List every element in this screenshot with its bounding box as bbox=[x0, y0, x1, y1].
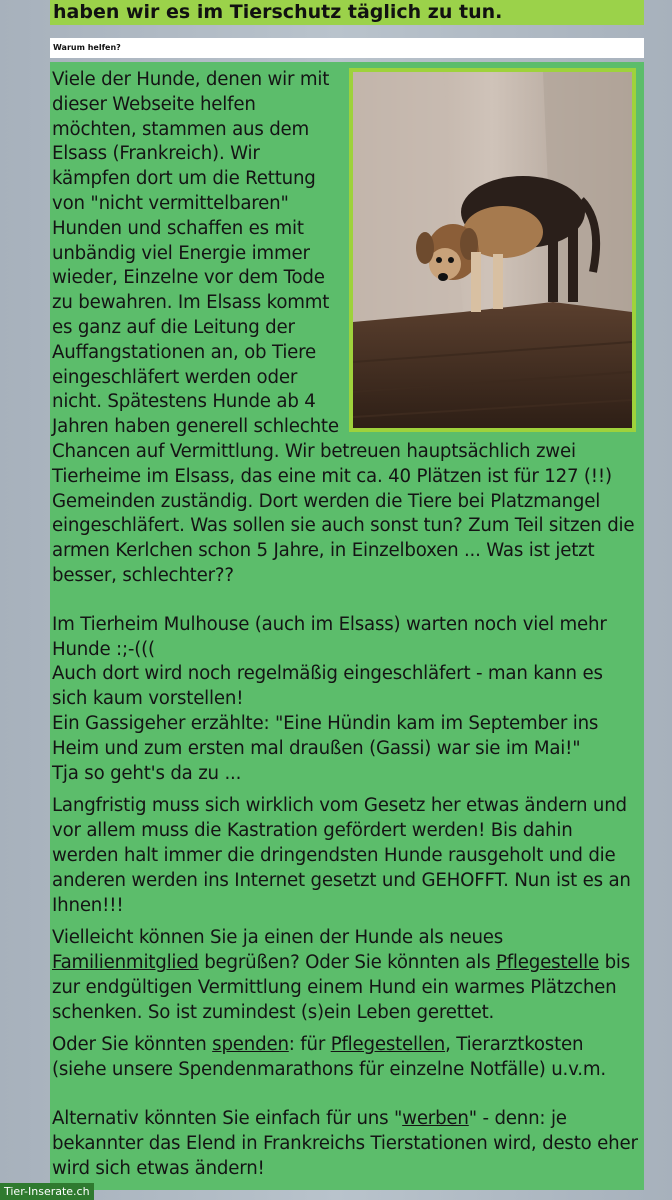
donate-text-b: : für bbox=[288, 1034, 331, 1056]
section-title: Warum helfen? bbox=[50, 38, 644, 58]
paragraph-intro: Viele der Hunde, denen wir mit dieser Webseite helfen möchten, stammen aus dem Elsass (Frankreich). Wir kämpfen dort um die Rettung von "nicht vermittelbaren" Hunden und schaffen es mit unbändig viel Energie immer wieder, Einzelne vor dem Tode zu bewahren. Im Elsass kommt es ganz auf die Leitung der Auffangstationen an, ob Tiere eingeschläfert werden oder nicht. Spätestens Hunde ab 4 Jahren haben generell schlechte Chancen auf Vermittlung. Wir betreuen hauptsächlich zwei Tierheime im Elsass, das eine mit ca. 40 Plätzen ist für 127 (!!) Gemeinden zuständig. Dort werden die Tiere bei Platzmangel eingeschläfert. Was sollen sie auch sonst tun? Zum Teil sitzen die armen Kerlchen schon 5 Jahre, in Einzelboxen ... Was ist jetzt besser, schlechter?? bbox=[52, 69, 635, 586]
spacer bbox=[52, 1025, 642, 1033]
article-content bbox=[50, 62, 644, 1190]
paragraph-longterm: Langfristig muss sich wirklich vom Gesetz her etwas ändern und vor allem muss die Kastration gefördert werden! Bis dahin werden halt immer die dringendsten Hunde rausgeholt und die anderen werden ins Internet gesetzt und GEHOFFT. Nun ist es an Ihnen!!! bbox=[52, 795, 631, 916]
spacer bbox=[52, 1083, 642, 1107]
spacer bbox=[52, 786, 642, 794]
donate-text-a: Oder Sie könnten bbox=[52, 1034, 213, 1056]
donate-text-c: , Tierarztkosten (siehe unsere Spendenmarathons für einzelne Notfälle) u.v.m. bbox=[52, 1034, 606, 1081]
advertise-text-b: " - denn: je bekannter das Elend in Frankreichs Tierstationen wird, desto eher wird sich etwas ändern! bbox=[52, 1108, 638, 1179]
spacer bbox=[52, 918, 642, 926]
mulhouse-line: Tja so geht's da zu ... bbox=[52, 762, 242, 784]
paragraph-advertise bbox=[52, 1107, 642, 1181]
spacer bbox=[52, 589, 642, 613]
mulhouse-line: Auch dort wird noch regelmäßig eingeschläfert - man kann es sich kaum vorstellen! bbox=[52, 663, 603, 710]
pflegestelle-link[interactable]: Pflegestelle bbox=[495, 952, 599, 974]
mulhouse-line: Ein Gassigeher erzählte: "Eine Hündin kam im September ins Heim und zum ersten mal draußen (Gassi) war sie im Mai!" bbox=[52, 712, 599, 759]
pflegestellen-link[interactable]: Pflegestellen bbox=[330, 1034, 446, 1056]
dog-photo-image bbox=[353, 72, 632, 428]
adopt-text-b: begrüßen? Oder Sie könnten als bbox=[198, 952, 496, 974]
paragraph-adopt bbox=[52, 926, 642, 1025]
spenden-link[interactable]: spenden bbox=[212, 1034, 289, 1056]
adopt-text-c: bis zur endgültigen Vermittlung einem Hund ein warmes Plätzchen schenken. So ist zumindest (s)ein Leben gerettet. bbox=[52, 952, 631, 1023]
werben-link[interactable]: werben bbox=[402, 1108, 469, 1130]
advertise-text-a: Alternativ könnten Sie einfach für uns " bbox=[52, 1108, 403, 1130]
mulhouse-line: Im Tierheim Mulhouse (auch im Elsass) warten noch viel mehr Hunde :;-((( bbox=[52, 613, 607, 660]
adopt-text-a: Vielleicht können Sie ja einen der Hunde als neues bbox=[52, 927, 504, 949]
site-watermark: Tier-Inserate.ch bbox=[0, 1183, 94, 1200]
top-banner: haben wir es im Tierschutz täglich zu tun. bbox=[50, 0, 644, 25]
familienmitglied-link[interactable]: Familienmitglied bbox=[52, 952, 199, 974]
paragraph-donate bbox=[52, 1033, 642, 1083]
paragraph-mulhouse bbox=[52, 613, 642, 787]
dog-photo bbox=[349, 68, 636, 432]
